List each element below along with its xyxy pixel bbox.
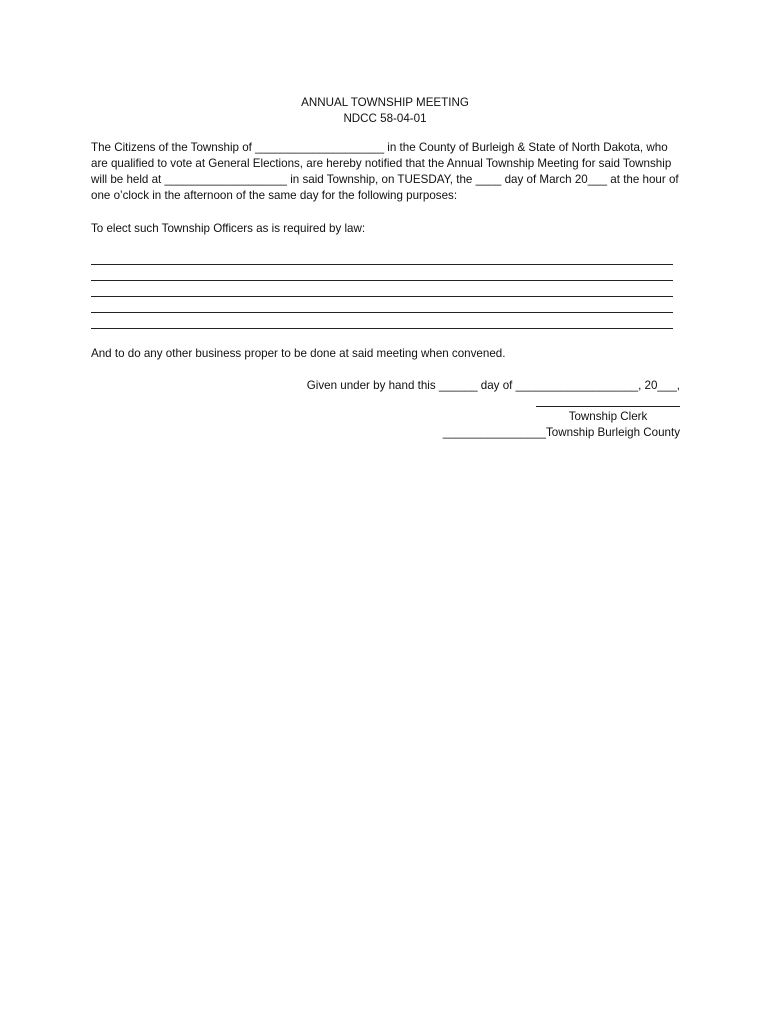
other-business-text: And to do any other business proper to be done at said meeting when convened.	[91, 347, 506, 360]
blank-write-line[interactable]	[91, 312, 673, 313]
notice-paragraph	[91, 140, 691, 204]
township-clerk-label: Township Clerk	[568, 410, 648, 423]
signature-line[interactable]	[536, 406, 680, 407]
document-title: ANNUAL TOWNSHIP MEETING	[301, 96, 469, 109]
paragraph-line: will be held at ___________________ in said Township, on TUESDAY, the ____ day of March 20___ at the hour of	[91, 173, 679, 186]
paragraph-line: The Citizens of the Township of ____________________ in the County of Burleigh & State of North Dakota, who	[91, 141, 668, 154]
blank-write-line[interactable]	[91, 328, 673, 329]
elect-officers-text: To elect such Township Officers as is required by law:	[91, 222, 366, 235]
given-under-hand-line: Given under by hand this ______ day of ___________________, 20___,	[306, 379, 680, 392]
blank-write-line[interactable]	[91, 280, 673, 281]
paragraph-line: are qualified to vote at General Elections, are hereby notified that the Annual Township Meeting for said Township	[91, 157, 672, 170]
paragraph-line: one o’clock in the afternoon of the same day for the following purposes:	[91, 189, 458, 202]
document-header	[0, 95, 770, 127]
statute-reference: NDCC 58-04-01	[343, 112, 427, 125]
blank-write-line[interactable]	[91, 296, 673, 297]
township-county-line: ________________Township Burleigh County	[442, 426, 680, 439]
blank-write-line[interactable]	[91, 264, 673, 265]
